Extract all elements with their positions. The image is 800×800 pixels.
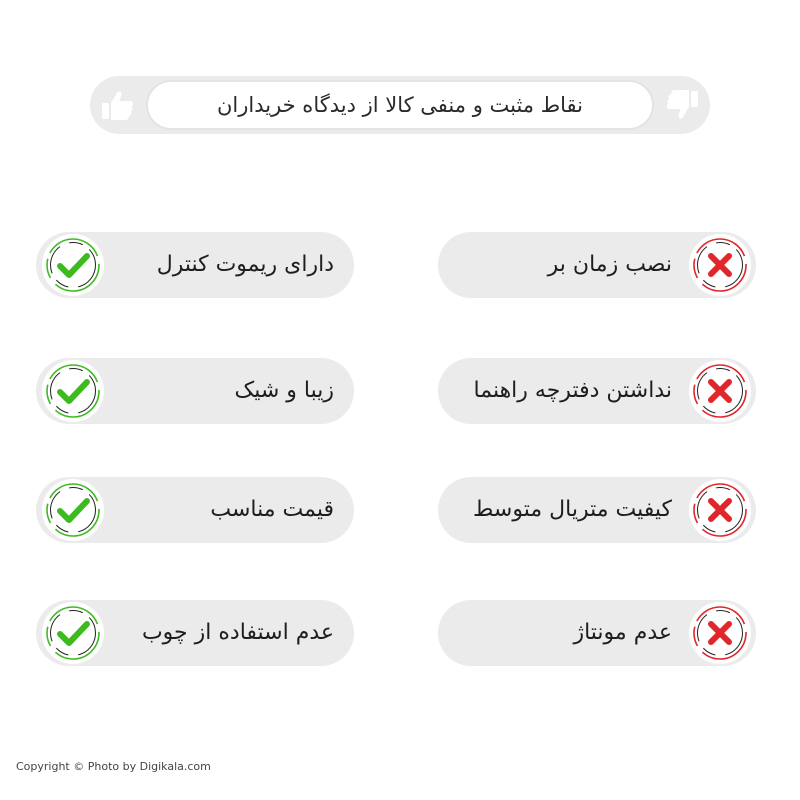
negative-item xyxy=(438,600,764,666)
check-badge xyxy=(42,479,104,541)
positive-item xyxy=(36,358,362,424)
positive-item xyxy=(36,477,362,543)
cross-icon xyxy=(689,602,751,664)
check-icon xyxy=(42,602,104,664)
thumbs-down-icon xyxy=(662,85,702,125)
positive-label: عدم استفاده از چوب xyxy=(141,620,334,645)
negative-item xyxy=(438,358,764,424)
cross-icon xyxy=(689,234,751,296)
positive-label: زیبا و شیک xyxy=(234,378,334,403)
check-badge xyxy=(42,234,104,296)
cross-icon xyxy=(689,360,751,422)
negative-label: عدم مونتاژ xyxy=(573,620,672,645)
positive-item xyxy=(36,232,362,298)
check-icon xyxy=(42,234,104,296)
header-title-box xyxy=(146,80,654,130)
check-icon xyxy=(42,360,104,422)
negative-label: نداشتن دفترچه راهنما xyxy=(473,378,672,403)
negative-label: کیفیت متریال متوسط xyxy=(473,497,672,522)
thumbs-up-icon xyxy=(98,85,138,125)
positive-label: قیمت مناسب xyxy=(210,497,334,522)
check-badge xyxy=(42,360,104,422)
positive-label: دارای ریموت کنترل xyxy=(156,252,334,277)
copyright-text: Copyright © Photo by Digikala.com xyxy=(16,760,211,773)
check-icon xyxy=(42,479,104,541)
cross-badge xyxy=(689,602,751,664)
negative-item xyxy=(438,232,764,298)
cross-badge xyxy=(689,234,751,296)
cross-icon xyxy=(689,479,751,541)
positive-item xyxy=(36,600,362,666)
cross-badge xyxy=(689,479,751,541)
check-badge xyxy=(42,602,104,664)
header-bar xyxy=(90,76,710,134)
negative-label: نصب زمان بر xyxy=(547,252,672,277)
cross-badge xyxy=(689,360,751,422)
page-title: نقاط مثبت و منفی کالا از دیدگاه خریداران xyxy=(216,93,584,117)
negative-item xyxy=(438,477,764,543)
